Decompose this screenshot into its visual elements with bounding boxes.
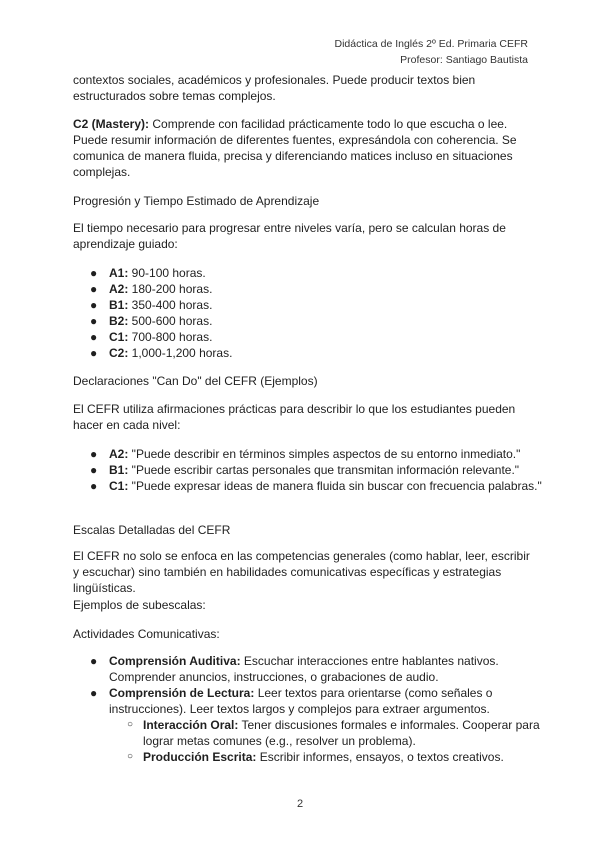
level-label: B2:	[109, 314, 129, 328]
intro-continuation: contextos sociales, académicos y profesionales. Puede producir textos bien estructurados sobre temas complejos.	[73, 73, 476, 103]
list-item	[73, 281, 543, 297]
list-item	[73, 717, 543, 749]
scales-intro: El CEFR no solo se enfoca en las competencias generales (como hablar, leer, escribir y escuchar) sino también en habilidades comunicativas específicas y estrategias lingüísticas.	[73, 549, 530, 595]
bullet-icon: ●	[90, 686, 98, 700]
level-label: A2:	[109, 447, 129, 461]
level-label: C1:	[109, 330, 129, 344]
bullet-icon: ●	[90, 463, 98, 477]
list-item	[73, 313, 543, 329]
level-hours: 350-400 horas.	[128, 298, 213, 312]
c2-paragraph	[73, 116, 533, 180]
header-course: Didáctica de Inglés 2º Ed. Primaria CEFR	[334, 38, 528, 50]
activity-text: Escribir informes, ensayos, o textos creativos.	[256, 750, 504, 764]
can-do-text: "Puede expresar ideas de manera fluida sin buscar con frecuencia palabras."	[128, 479, 542, 493]
list-item	[73, 462, 543, 478]
activity-label: Comprensión de Lectura:	[109, 686, 255, 700]
activity-text: Escuchar interacciones entre hablantes nativos. Comprender anuncios, instrucciones, o grabaciones de audio.	[109, 654, 499, 684]
list-item	[73, 297, 543, 313]
progression-heading: Progresión y Tiempo Estimado de Aprendizaje	[73, 194, 320, 208]
level-label: C2:	[109, 346, 129, 360]
activity-label: Interacción Oral:	[143, 718, 239, 732]
scales-heading: Escalas Detalladas del CEFR	[73, 523, 231, 537]
activity-text: Leer textos para orientarse (como señales o instrucciones). Leer textos largos y complejos para extraer argumentos.	[109, 686, 493, 716]
list-item	[73, 478, 543, 494]
page-header	[335, 36, 529, 68]
level-hours: 700-800 horas.	[128, 330, 213, 344]
page-number: 2	[296, 798, 304, 810]
activities-heading: Actividades Comunicativas:	[73, 627, 220, 641]
bullet-icon: ●	[90, 447, 98, 461]
level-label: A2:	[109, 282, 129, 296]
bullet-icon: ●	[90, 479, 98, 493]
list-item	[73, 749, 543, 765]
activity-label: Producción Escrita:	[143, 750, 257, 764]
list-item	[73, 345, 543, 361]
bullet-icon: ●	[90, 330, 98, 344]
progression-intro: El tiempo necesario para progresar entre niveles varía, pero se calculan horas de aprendizaje guiado:	[73, 221, 506, 251]
level-label: C1:	[109, 479, 129, 493]
can-do-heading: Declaraciones "Can Do" del CEFR (Ejemplos)	[73, 374, 318, 388]
list-item	[73, 329, 543, 345]
bullet-icon: ●	[90, 346, 98, 360]
can-do-text: "Puede escribir cartas personales que transmitan información relevante."	[128, 463, 520, 477]
activities-list	[73, 653, 543, 765]
bullet-icon: ●	[90, 654, 98, 668]
list-item	[73, 265, 543, 281]
list-item	[73, 685, 543, 717]
can-do-list	[73, 446, 543, 494]
list-item	[73, 446, 543, 462]
bullet-icon: ●	[90, 314, 98, 328]
level-label: B1:	[109, 463, 129, 477]
header-professor: Profesor: Santiago Bautista	[400, 54, 528, 66]
c2-label: C2 (Mastery):	[73, 117, 150, 131]
activity-text: Tener discusiones formales e informales. Cooperar para lograr metas comunes (e.g., resolver un problema).	[143, 718, 540, 748]
hollow-bullet-icon: ○	[127, 751, 134, 762]
level-hours: 1,000-1,200 horas.	[128, 346, 233, 360]
c2-text: Comprende con facilidad prácticamente todo lo que escucha o lee. Puede resumir información de diferentes fuentes, expresándola con coherencia. Se comunica de manera fluida, precisa y diferenciando matices incluso en situaciones complejas.	[73, 117, 517, 179]
bullet-icon: ●	[90, 298, 98, 312]
hollow-bullet-icon: ○	[127, 719, 134, 730]
list-item	[73, 653, 543, 685]
level-hours: 180-200 horas.	[128, 282, 213, 296]
level-label: B1:	[109, 298, 129, 312]
scales-examples-label: Ejemplos de subescalas:	[73, 598, 206, 612]
bullet-icon: ●	[90, 282, 98, 296]
level-hours: 90-100 horas.	[128, 266, 206, 280]
can-do-intro: El CEFR utiliza afirmaciones prácticas para describir lo que los estudiantes pueden hacer en cada nivel:	[73, 402, 516, 432]
can-do-text: "Puede describir en términos simples aspectos de su entorno inmediato."	[128, 447, 521, 461]
level-hours: 500-600 horas.	[128, 314, 213, 328]
bullet-icon: ●	[90, 266, 98, 280]
level-label: A1:	[109, 266, 129, 280]
activity-label: Comprensión Auditiva:	[109, 654, 241, 668]
progression-list	[73, 265, 543, 361]
